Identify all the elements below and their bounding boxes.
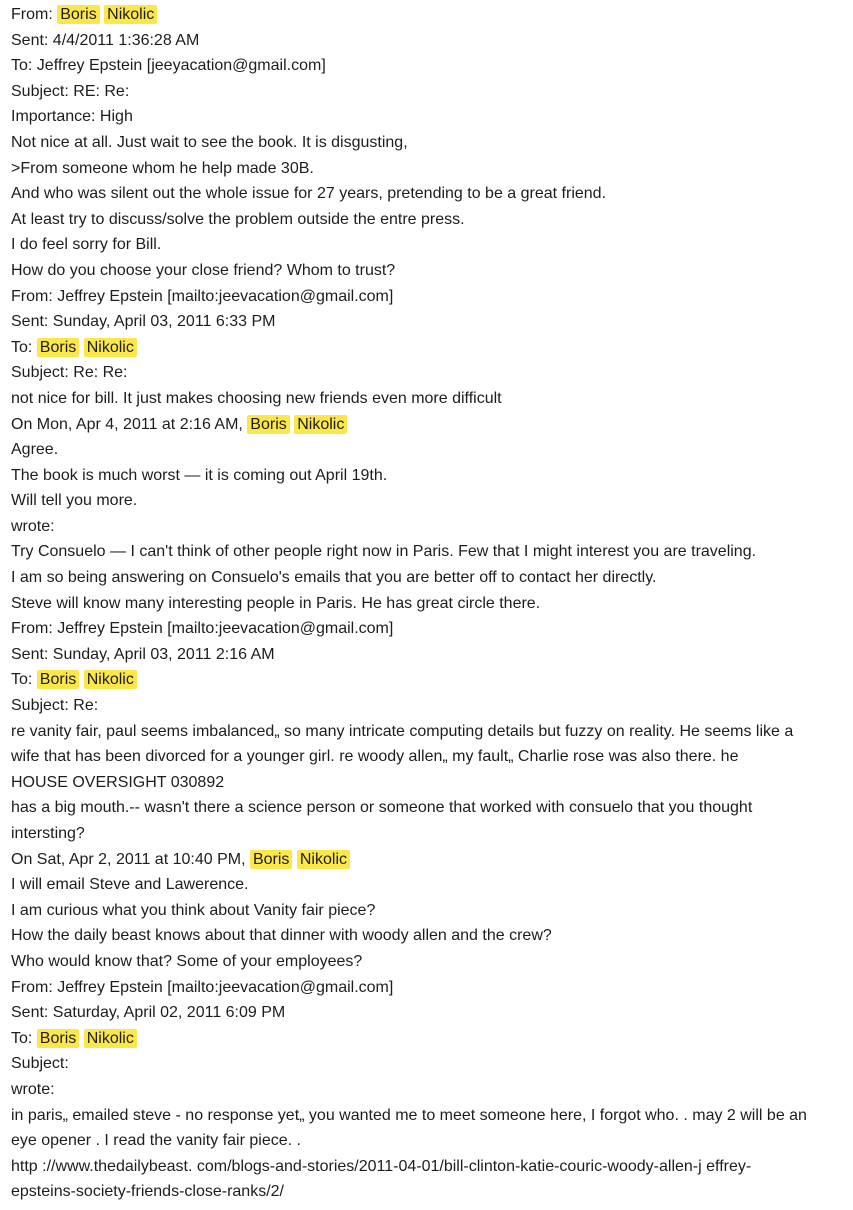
- quote2-subject: Subject: Re:: [11, 697, 99, 715]
- quote2-body-continued: has a big mouth.-- wasn't there a science person or someone that worked with consuelo that you thought intersting?: [11, 799, 753, 842]
- quote1-from: From: Jeffrey Epstein [mailto:jeevacation@gmail.com]: [11, 287, 394, 305]
- header-sent: Sent: 4/4/2011 1:36:28 AM: [11, 31, 200, 49]
- message-line: The book is much worst — it is coming out April 19th.: [11, 466, 388, 484]
- quote2-body: re vanity fair, paul seems imbalanced„ so many intricate computing details but fuzzy on reality. He seems like a wife that has been divorced for a younger girl. re woody allen„ my fault„ Charlie rose was also there. he: [11, 722, 794, 766]
- quote3-subject: Subject:: [11, 1055, 69, 1073]
- quote2-attribution: [11, 847, 811, 873]
- header-to: To: Jeffrey Epstein [jeeyacation@gmail.com]: [11, 57, 326, 75]
- quote1-subject: Subject: Re: Re:: [11, 364, 128, 382]
- attribution-text: On Sat, Apr 2, 2011 at 10:40 PM,: [11, 850, 246, 868]
- message-line: And who was silent out the whole issue for 27 years, pretending to be a great friend.: [11, 185, 607, 203]
- attribution-text: On Mon, Apr 4, 2011 at 2:16 AM,: [11, 415, 243, 433]
- attribution-first-name: Boris: [250, 850, 292, 869]
- attribution-last-name: Nikolic: [294, 415, 347, 434]
- quote2-to: [11, 667, 811, 693]
- attribution-last-name: Nikolic: [297, 850, 350, 869]
- recipient-last-name: Nikolic: [84, 670, 137, 689]
- sender-last-name: Nikolic: [104, 5, 157, 24]
- quote3-sent: Sent: Saturday, April 02, 2011 6:09 PM: [11, 1004, 286, 1022]
- quote1-body: not nice for bill. It just makes choosing new friends even more difficult: [11, 389, 502, 407]
- message-line: At least try to discuss/solve the problem outside the entre press.: [11, 210, 465, 228]
- message-line: Try Consuelo — I can't think of other people right now in Paris. Few that I might interest you are traveling.: [11, 543, 757, 561]
- quote3-body: in paris„ emailed steve - no response yet„ you wanted me to meet someone here, I forgot who. . may 2 will be an eye opener . I read the vanity fair piece. .: [11, 1106, 807, 1150]
- message-line: >From someone whom he help made 30B.: [11, 159, 314, 177]
- recipient-first-name: Boris: [37, 1029, 79, 1048]
- message-line: How the daily beast knows about that dinner with woody allen and the crew?: [11, 927, 552, 945]
- quote2-from: From: Jeffrey Epstein [mailto:jeevacation@gmail.com]: [11, 620, 394, 638]
- to-label: To:: [11, 671, 33, 689]
- attribution-first-name: Boris: [247, 415, 289, 434]
- recipient-last-name: Nikolic: [84, 1029, 137, 1048]
- message-line: How do you choose your close friend? Whom to trust?: [11, 261, 396, 279]
- header-from: [11, 2, 811, 28]
- header-importance: Importance: High: [11, 108, 133, 126]
- to-label: To:: [11, 338, 33, 356]
- recipient-last-name: Nikolic: [84, 338, 137, 357]
- to-label: To:: [11, 1029, 33, 1047]
- from-label: From:: [11, 6, 53, 23]
- quote1-attribution: [11, 412, 811, 438]
- quote1-to: [11, 335, 811, 361]
- message-line: Will tell you more.: [11, 492, 138, 510]
- quote2-sent: Sent: Sunday, April 03, 2011 2:16 AM: [11, 645, 275, 663]
- quote3-to: [11, 1026, 811, 1052]
- quote3-from: From: Jeffrey Epstein [mailto:jeevacation@gmail.com]: [11, 978, 394, 996]
- recipient-first-name: Boris: [37, 338, 79, 357]
- message-line: Agree.: [11, 441, 59, 459]
- message-line: Who would know that? Some of your employees?: [11, 952, 363, 970]
- sender-first-name: Boris: [57, 5, 99, 24]
- article-url: http ://www.thedailybeast. com/blogs-and-stories/2011-04-01/bill-clinton-katie-couric-woody-allen-j effrey-epsteins-society-friends-close-ranks/2/: [11, 1157, 752, 1201]
- message-line: I do feel sorry for Bill.: [11, 236, 162, 254]
- message-line: wrote:: [11, 517, 55, 535]
- quote3-wrote: wrote:: [11, 1080, 55, 1098]
- recipient-first-name: Boris: [37, 670, 79, 689]
- oversight-stamp: HOUSE OVERSIGHT 030892: [11, 773, 225, 791]
- message-line: I am curious what you think about Vanity fair piece?: [11, 901, 376, 919]
- message-line: Not nice at all. Just wait to see the book. It is disgusting,: [11, 133, 408, 151]
- message-line: I am so being answering on Consuelo's emails that you are better off to contact her directly.: [11, 569, 657, 587]
- header-subject: Subject: RE: Re:: [11, 82, 130, 100]
- message-line: I will email Steve and Lawerence.: [11, 876, 249, 894]
- quote1-sent: Sent: Sunday, April 03, 2011 6:33 PM: [11, 313, 276, 331]
- message-line: Steve will know many interesting people in Paris. He has great circle there.: [11, 594, 541, 612]
